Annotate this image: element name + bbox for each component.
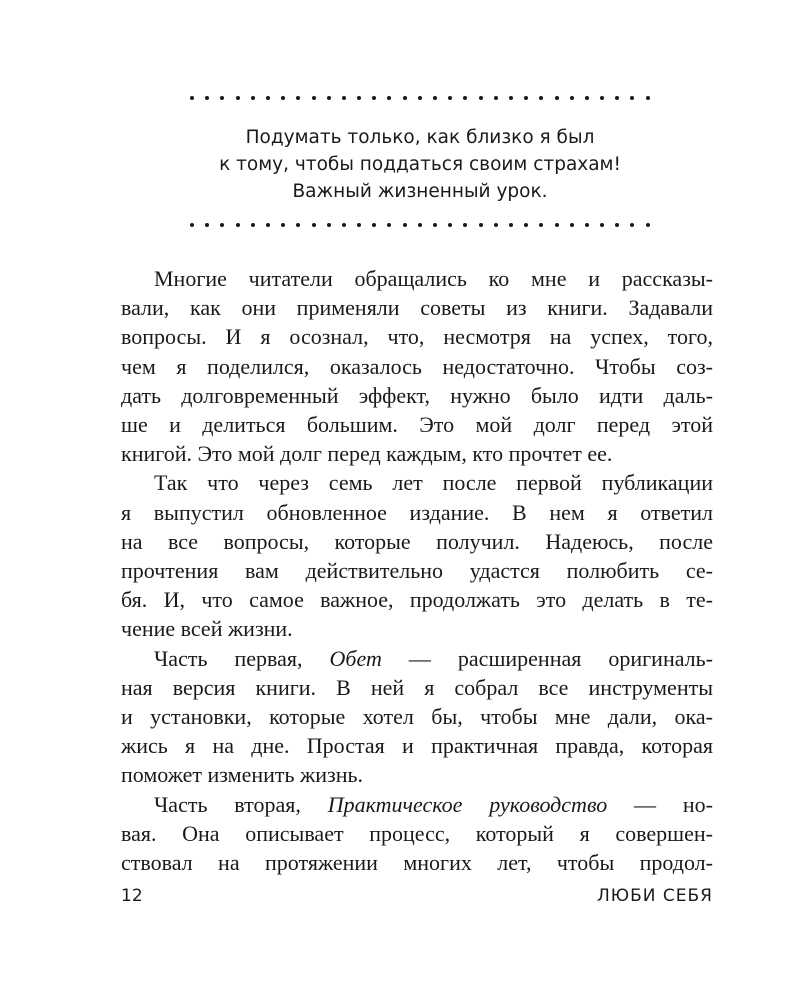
- divider-dot: [585, 223, 589, 227]
- text-line: вая. Она описывает процесс, который я совершен-: [121, 820, 713, 846]
- italic-title: Обет: [329, 645, 382, 671]
- divider-dot: [615, 223, 619, 227]
- text-line: [121, 790, 713, 819]
- text-line: вопросы. И я осознал, что, несмотря на успех, того,: [121, 324, 713, 350]
- divider-dot: [205, 96, 209, 100]
- divider-dot: [630, 223, 634, 227]
- text-line: ствовал на протяжении многих лет, чтобы продол-: [121, 850, 713, 876]
- text-line: прочтения вам действительно удастся полюбить се-: [121, 558, 713, 584]
- dotted-divider-top: [190, 95, 650, 101]
- text-line: ная версия книги. В ней я собрал все инструменты: [121, 674, 713, 700]
- divider-dot: [555, 223, 559, 227]
- text-line: Многие читатели обращались ко мне и рассказы-: [154, 266, 713, 291]
- divider-dot: [296, 96, 300, 100]
- text-line: Так что через семь лет после первой публикации: [154, 470, 713, 496]
- divider-dot: [433, 223, 437, 227]
- divider-dot: [266, 96, 270, 100]
- divider-dot: [190, 96, 194, 100]
- pull-quote: [150, 124, 690, 205]
- text-line: дать долговременный эффект, нужно было идти даль-: [121, 382, 713, 408]
- italic-title: Практическое руководство: [327, 791, 608, 817]
- divider-dot: [630, 96, 634, 100]
- quote-line: Подумать только, как близко я был: [245, 127, 595, 148]
- divider-dot: [600, 223, 604, 227]
- line-prefix: Часть вторая,: [154, 791, 328, 817]
- divider-dot: [387, 96, 391, 100]
- divider-dot: [220, 223, 224, 227]
- divider-dot: [479, 223, 483, 227]
- divider-dot: [281, 223, 285, 227]
- running-head: ЛЮБИ СЕБЯ: [596, 886, 713, 906]
- divider-dot: [190, 223, 194, 227]
- quote-line: Важный жизненный урок.: [292, 181, 548, 202]
- divider-dot: [646, 96, 650, 100]
- divider-dot: [600, 96, 604, 100]
- divider-dot: [357, 223, 361, 227]
- divider-dot: [615, 96, 619, 100]
- divider-dot: [251, 96, 255, 100]
- divider-dot: [236, 223, 240, 227]
- divider-dot: [418, 223, 422, 227]
- divider-dot: [494, 96, 498, 100]
- text-line: вали, как они применяли советы из книги. Задавали: [121, 295, 713, 321]
- text-line: [121, 644, 713, 673]
- divider-dot: [342, 96, 346, 100]
- divider-dot: [220, 96, 224, 100]
- dotted-divider-bottom: [190, 222, 650, 228]
- divider-dot: [357, 96, 361, 100]
- page-number: 12: [121, 886, 143, 906]
- divider-dot: [342, 223, 346, 227]
- divider-dot: [539, 96, 543, 100]
- divider-dot: [266, 223, 270, 227]
- divider-dot: [403, 96, 407, 100]
- page-footer: [121, 886, 713, 906]
- paragraph-1: [121, 264, 713, 468]
- text-line: и установки, которые хотел бы, чтобы мне дали, ока-: [121, 704, 713, 730]
- divider-dot: [312, 96, 316, 100]
- paragraph-3: [121, 644, 713, 790]
- divider-dot: [236, 96, 240, 100]
- text-line: чем я поделился, оказалось недостаточно. Чтобы соз-: [121, 353, 713, 379]
- divider-dot: [327, 96, 331, 100]
- text-line: книгой. Это мой долг перед каждым, кто прочтет ее.: [121, 441, 613, 467]
- divider-dot: [585, 96, 589, 100]
- divider-dot: [448, 223, 452, 227]
- text-line: бя. И, что самое важное, продолжать это делать в те-: [121, 587, 713, 613]
- divider-dot: [433, 96, 437, 100]
- divider-dot: [479, 96, 483, 100]
- divider-dot: [570, 96, 574, 100]
- divider-dot: [509, 96, 513, 100]
- divider-dot: [372, 96, 376, 100]
- quote-line: к тому, чтобы поддаться своим страхам!: [219, 154, 621, 175]
- divider-dot: [403, 223, 407, 227]
- divider-dot: [555, 96, 559, 100]
- text-line: я выпустил обновленное издание. В нем я ответил: [121, 499, 713, 525]
- divider-dot: [372, 223, 376, 227]
- divider-dot: [463, 96, 467, 100]
- paragraph-2: [121, 468, 713, 643]
- divider-dot: [387, 223, 391, 227]
- divider-dot: [448, 96, 452, 100]
- body-text: [121, 264, 713, 877]
- text-line: ше и делиться большим. Это мой долг перед этой: [121, 412, 713, 438]
- divider-dot: [327, 223, 331, 227]
- divider-dot: [570, 223, 574, 227]
- line-suffix: — расширенная оригиналь-: [381, 645, 714, 671]
- divider-dot: [418, 96, 422, 100]
- divider-dot: [539, 223, 543, 227]
- divider-dot: [646, 223, 650, 227]
- divider-dot: [251, 223, 255, 227]
- divider-dot: [296, 223, 300, 227]
- text-line: чение всей жизни.: [121, 616, 293, 642]
- divider-dot: [463, 223, 467, 227]
- line-prefix: Часть первая,: [154, 645, 330, 671]
- paragraph-4: [121, 790, 713, 878]
- divider-dot: [524, 223, 528, 227]
- divider-dot: [312, 223, 316, 227]
- text-line: жись я на дне. Простая и практичная правда, которая: [121, 733, 713, 759]
- divider-dot: [509, 223, 513, 227]
- divider-dot: [281, 96, 285, 100]
- text-line: поможет изменить жизнь.: [121, 762, 364, 788]
- text-line: на все вопросы, которые получил. Надеюсь, после: [121, 528, 713, 554]
- divider-dot: [524, 96, 528, 100]
- divider-dot: [494, 223, 498, 227]
- line-suffix: — но-: [607, 791, 713, 817]
- divider-dot: [205, 223, 209, 227]
